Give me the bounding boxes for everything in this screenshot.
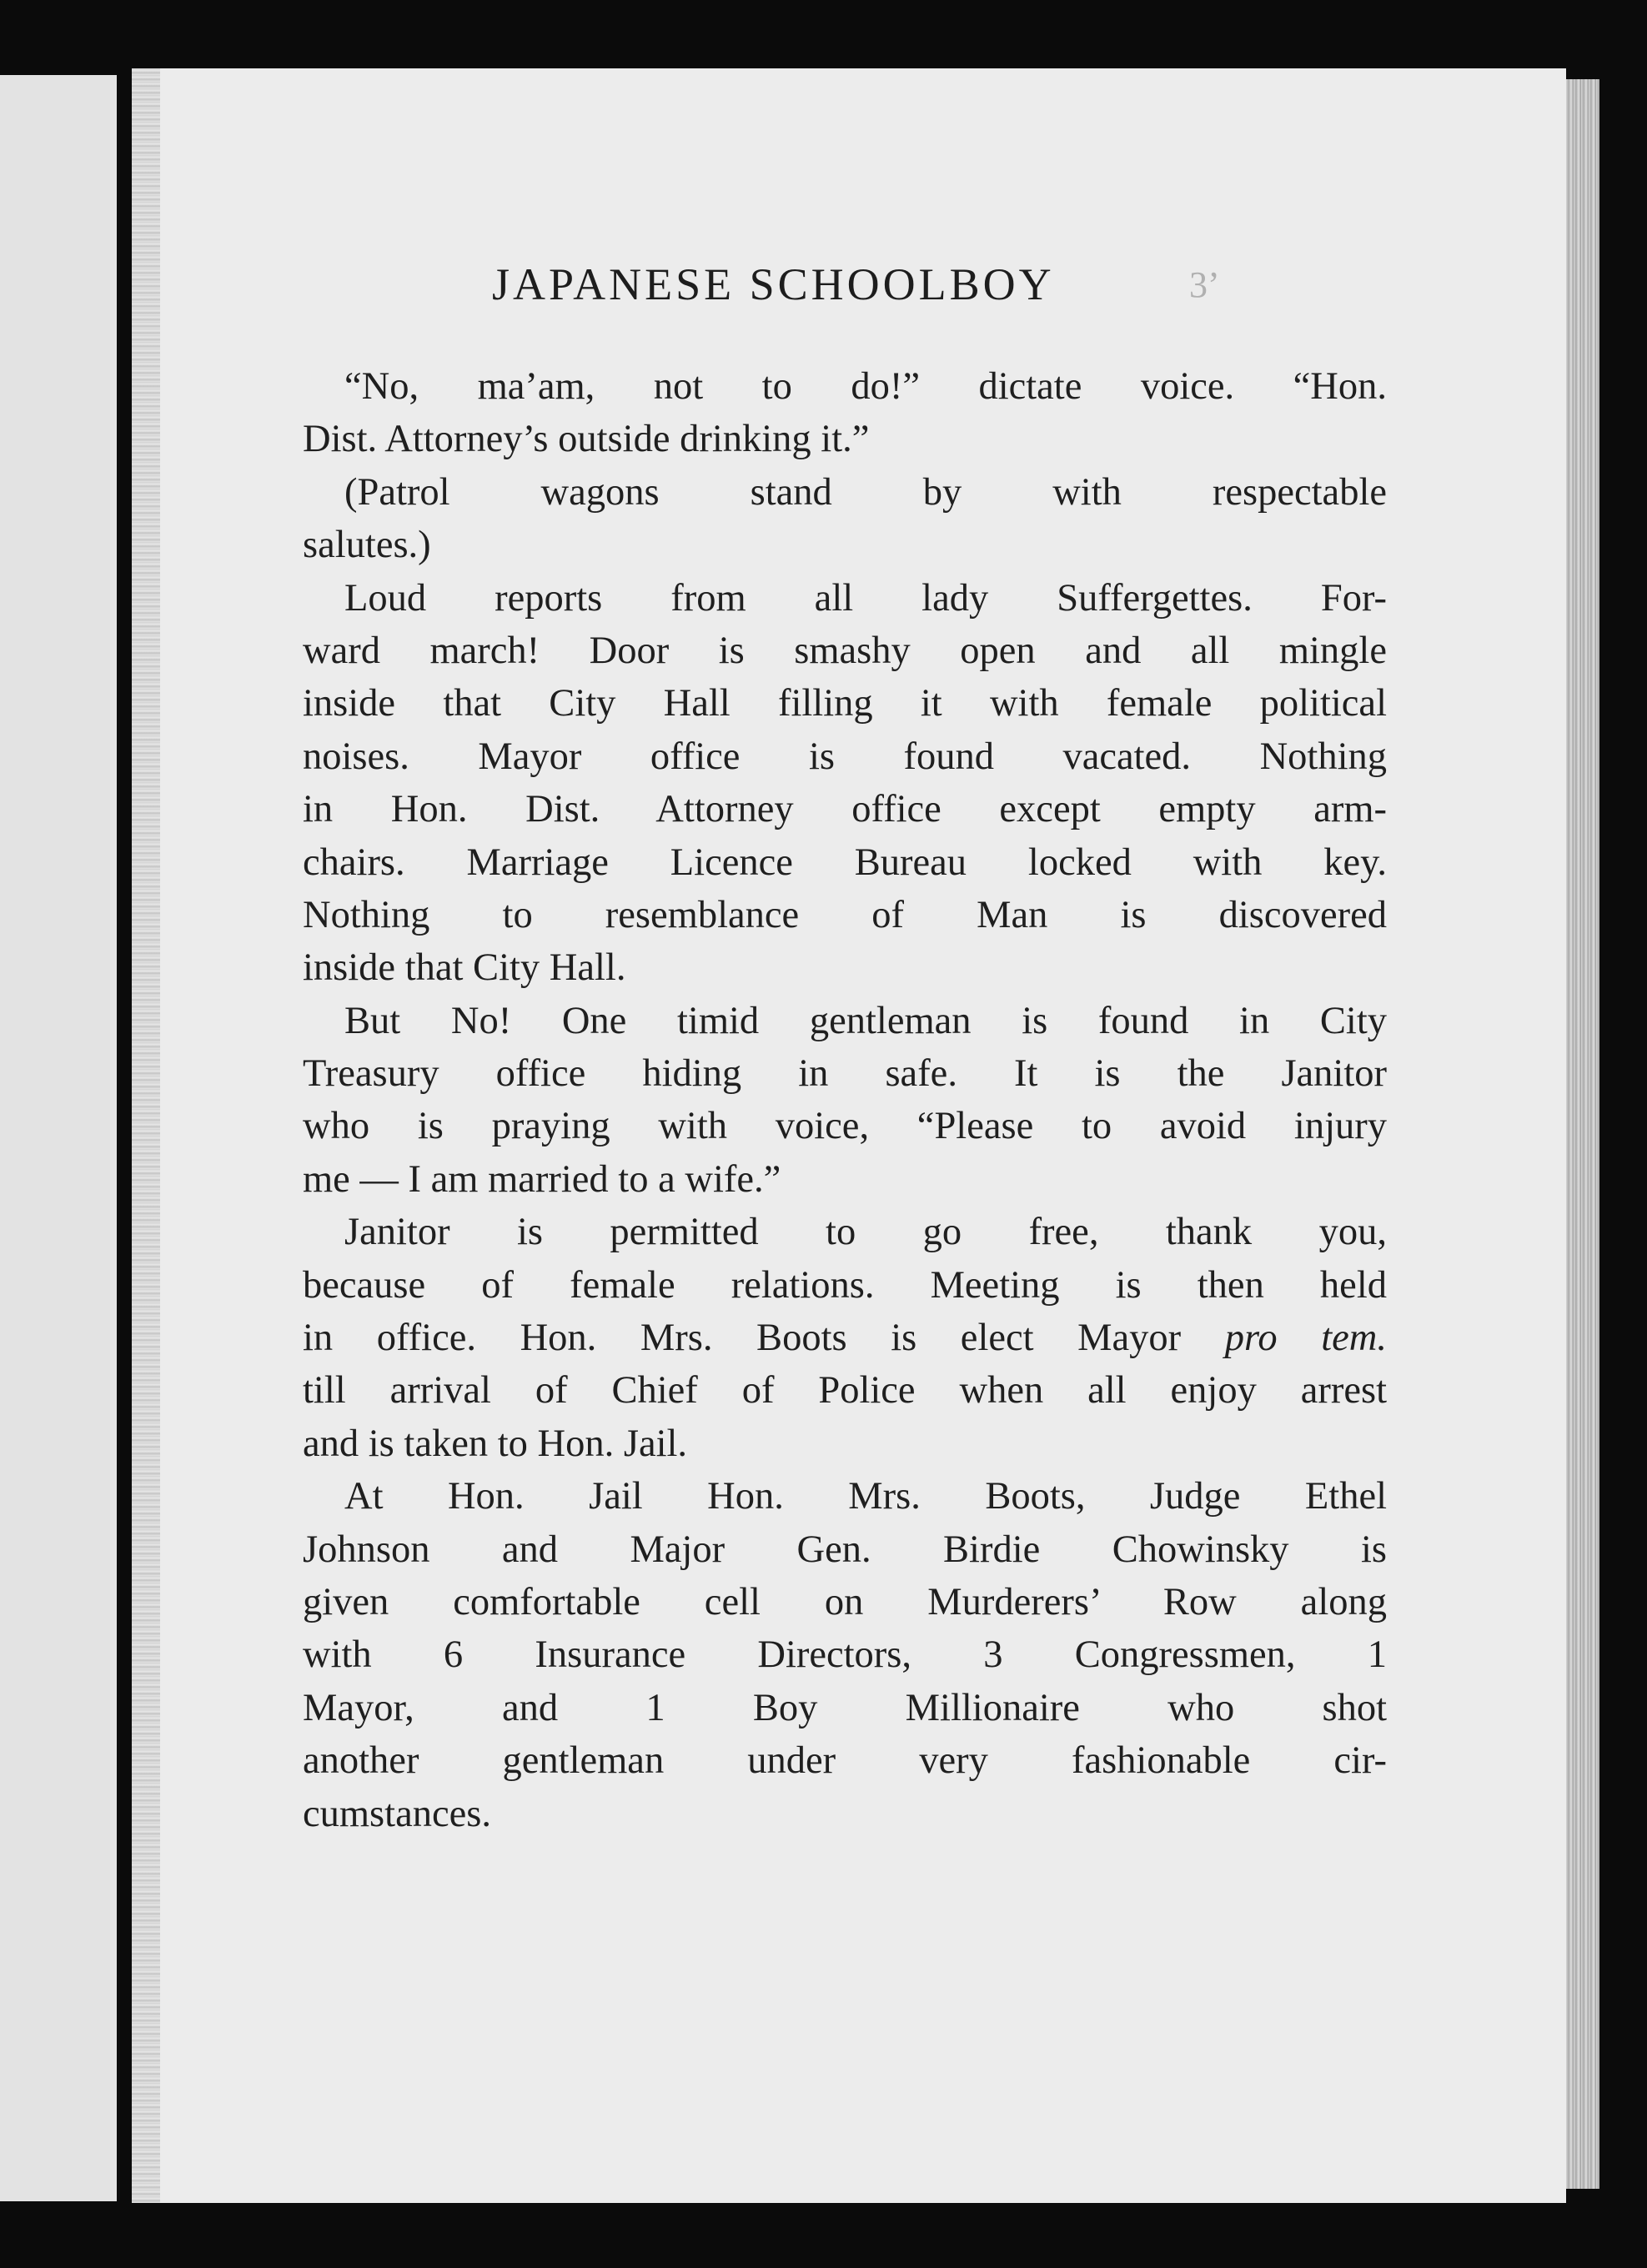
text-line: chairs. Marriage Licence Bureau locked with key.	[303, 840, 1387, 884]
text-line: Loud reports from all lady Suffergettes. For-	[344, 576, 1387, 620]
text-line: (Patrol wagons stand by with respectable	[344, 470, 1387, 514]
text-line: me — I am married to a wife.”	[303, 1157, 781, 1201]
page-stack-edge	[1566, 79, 1599, 2189]
page-number: 3’	[1189, 264, 1220, 305]
text-line: noises. Mayor office is found vacated. Nothing	[303, 735, 1387, 778]
facing-page-edge	[0, 75, 117, 2201]
text-line: “No, ma’am, not to do!” dictate voice. “Hon.	[344, 365, 1387, 408]
text-line: in office. Hon. Mrs. Boots is elect Mayor pro tem.	[303, 1317, 1387, 1360]
text-line: because of female relations. Meeting is then held	[303, 1263, 1387, 1307]
text-line: At Hon. Jail Hon. Mrs. Boots, Judge Ethel	[344, 1475, 1387, 1518]
text-line: who is praying with voice, “Please to avoid injury	[303, 1105, 1387, 1148]
text-line: with 6 Insurance Directors, 3 Congressmen, 1	[303, 1633, 1387, 1677]
text-line: in Hon. Dist. Attorney office except empty arm-	[303, 788, 1387, 831]
running-head-title: JAPANESE SCHOOLBOY	[492, 259, 1055, 309]
text-line: But No! One timid gentleman is found in City	[344, 999, 1387, 1042]
text-line: Janitor is permitted to go free, thank you,	[344, 1211, 1387, 1254]
text-line: and is taken to Hon. Jail.	[303, 1422, 688, 1465]
text-line: given comfortable cell on Murderers’ Row along	[303, 1580, 1387, 1623]
text-line: till arrival of Chief of Police when all enjoy arrest	[303, 1369, 1387, 1412]
page-binding-edge	[132, 68, 160, 2203]
text-line: Nothing to resemblance of Man is discovered	[303, 893, 1387, 936]
book-page	[132, 68, 1566, 2203]
text-line: Mayor, and 1 Boy Millionaire who shot	[303, 1686, 1387, 1729]
text-line: salutes.)	[303, 524, 431, 567]
text-line: inside that City Hall filling it with female political	[303, 682, 1387, 725]
body-text	[303, 360, 1387, 2028]
text-line: ward march! Door is smashy open and all mingle	[303, 629, 1387, 672]
italic-phrase: pro tem.	[1224, 1317, 1387, 1360]
text-line: cumstances.	[303, 1792, 491, 1835]
text-line: Dist. Attorney’s outside drinking it.”	[303, 418, 870, 461]
text-line: inside that City Hall.	[303, 946, 626, 990]
running-head	[132, 258, 1566, 325]
text-line: Johnson and Major Gen. Birdie Chowinsky is	[303, 1528, 1387, 1571]
text-line: Treasury office hiding in safe. It is the Janitor	[303, 1052, 1387, 1096]
text-line: another gentleman under very fashionable cir-	[303, 1739, 1387, 1783]
